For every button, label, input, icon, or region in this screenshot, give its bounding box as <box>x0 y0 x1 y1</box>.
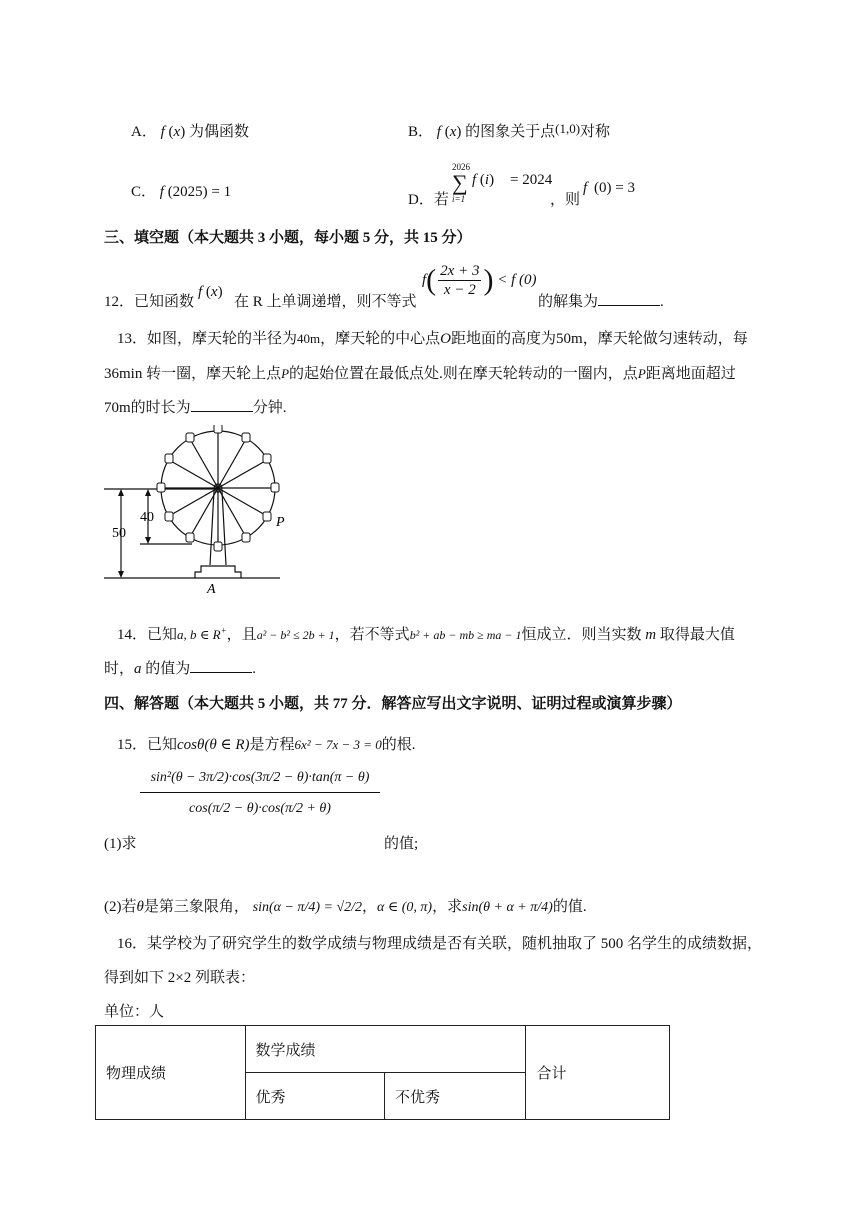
q12-fx: f (x) <box>198 284 223 300</box>
fx-expr: f (x) <box>436 124 462 140</box>
option-d-then: ，则 <box>550 192 581 208</box>
q12-prefix: 12．已知函数 <box>104 294 195 310</box>
ferris-wheel-figure <box>100 425 290 597</box>
q15-cos-expr: cosθ(θ ∈ R) <box>177 737 250 753</box>
question-12 <box>104 262 804 312</box>
q12-suffix: 的解集为 . <box>538 294 664 310</box>
q13-line2: 36min 转一圈，摩天轮上点P的起始位置在最低点处.则在摩天轮转动的一圈内，点P距离地面超过 <box>104 366 736 382</box>
option-b-point: (1,0) <box>555 121 581 136</box>
q14-line1: 14．已知a, b ∈ R+，且a² − b² ≤ 2b + 1，若不等式b² + ab − mb ≥ ma − 1恒成立．则当实数 m 取得最大值 <box>117 625 735 643</box>
option-d-result: (0) = 3 <box>594 180 635 196</box>
option-b <box>408 120 610 141</box>
q12-frac-num: 2x + 3 <box>440 263 480 279</box>
q13-line1: 13．如图，摩天轮的半径为40m，摩天轮的中心点O距地面的高度为50m，摩天轮做匀速转动，每 <box>117 331 748 347</box>
q15-part1-denominator: cos(π/2 − θ)·cos(π/2 + θ) <box>189 801 331 816</box>
option-a-text: 为偶函数 <box>188 124 249 140</box>
contingency-table <box>95 1025 670 1120</box>
label-50: 50 <box>112 526 126 541</box>
section4-heading: 四、解答题（本大题共 5 小题，共 77 分．解答应写出文字说明、证明过程或演算步骤） <box>104 696 682 712</box>
sum-symbol: ∑ <box>452 170 468 195</box>
q15-part2-target: sin(θ + α + π/4) <box>462 900 553 915</box>
option-c-label: C． <box>131 184 157 200</box>
q14-line2: 时，a 的值为 . <box>104 661 257 677</box>
f-prefix: f <box>583 180 588 196</box>
q15-part1-label: (1)求 <box>104 836 137 852</box>
option-a <box>131 120 249 141</box>
q15-part1-suffix: 的值; <box>384 836 419 852</box>
q15-part2-condition: sin(α − π/4) = √2/2 <box>252 900 363 915</box>
q16-line1: 16．某学校为了研究学生的数学成绩与物理成绩是否有关联，随机抽取了 500 名学生的成绩数据， <box>117 936 763 952</box>
header-not-excellent: 不优秀 <box>385 1073 526 1120</box>
answer-blank[interactable] <box>190 660 252 673</box>
q12-fraction <box>438 262 481 299</box>
header-physics: 物理成绩 <box>96 1026 246 1120</box>
answer-blank[interactable] <box>598 293 660 306</box>
q15-alpha-range: α ∈ (0, π) <box>377 900 433 915</box>
answer-blank[interactable] <box>191 399 253 412</box>
option-b-text: 的图象关于点 <box>465 124 556 140</box>
fx-expr: f (x) <box>160 124 186 140</box>
option-d-label: D．若 <box>408 192 449 208</box>
q15-line1: 15．已知cosθ(θ ∈ R)是方程6x² − 7x − 3 = 0的根. <box>117 737 416 753</box>
q12-inequality: f( $\frac{2x + 3}{x - 2}$ ) < f (0) <box>422 263 537 298</box>
label-40: 40 <box>140 510 154 525</box>
option-d-expr: = 2024 <box>510 172 553 188</box>
header-excellent: 优秀 <box>245 1073 384 1120</box>
q15-part2: (2)若θ是第三象限角， sin(α − π/4) = √2/2，α ∈ (0, π)，求sin(θ + α + π/4)的值. <box>104 899 587 915</box>
q16-line2: 得到如下 2×2 列联表： <box>104 970 255 986</box>
label-a: A <box>207 582 216 597</box>
option-c <box>131 180 231 201</box>
header-total: 合计 <box>526 1026 670 1120</box>
q12-mid: 在 R 上单调递增，则不等式 <box>234 294 417 310</box>
fi-expr: f (i) <box>472 172 495 188</box>
q16-unit: 单位：人 <box>104 1004 165 1020</box>
q15-part1-fraction <box>140 770 380 817</box>
label-p: P <box>276 515 285 530</box>
option-b-label: B． <box>408 124 434 140</box>
q15-part1-numerator: sin²(θ − 3π/2)·cos(3π/2 − θ)·tan(π − θ) <box>140 770 380 793</box>
sum-lower: i=1 <box>452 194 466 204</box>
fx-prefix: f <box>159 184 168 200</box>
header-math: 数学成绩 <box>245 1026 526 1073</box>
wheel-base <box>195 566 241 578</box>
sum-upper: 2026 <box>452 162 470 172</box>
q15-part1 <box>104 770 604 850</box>
option-a-label: A． <box>131 124 157 140</box>
section3-heading: 三、填空题（本大题共 3 小题，每小题 5 分，共 15 分） <box>104 230 472 246</box>
q15-equation: 6x² − 7x − 3 = 0 <box>294 737 382 752</box>
option-b-text2: 对称 <box>580 124 611 140</box>
q12-frac-den: x − 2 <box>443 282 476 298</box>
q13-line3: 70m的时长为 分钟. <box>104 400 287 416</box>
q12-rhs: < f (0) <box>497 271 537 288</box>
option-c-expr: (2025) = 1 <box>167 184 232 200</box>
